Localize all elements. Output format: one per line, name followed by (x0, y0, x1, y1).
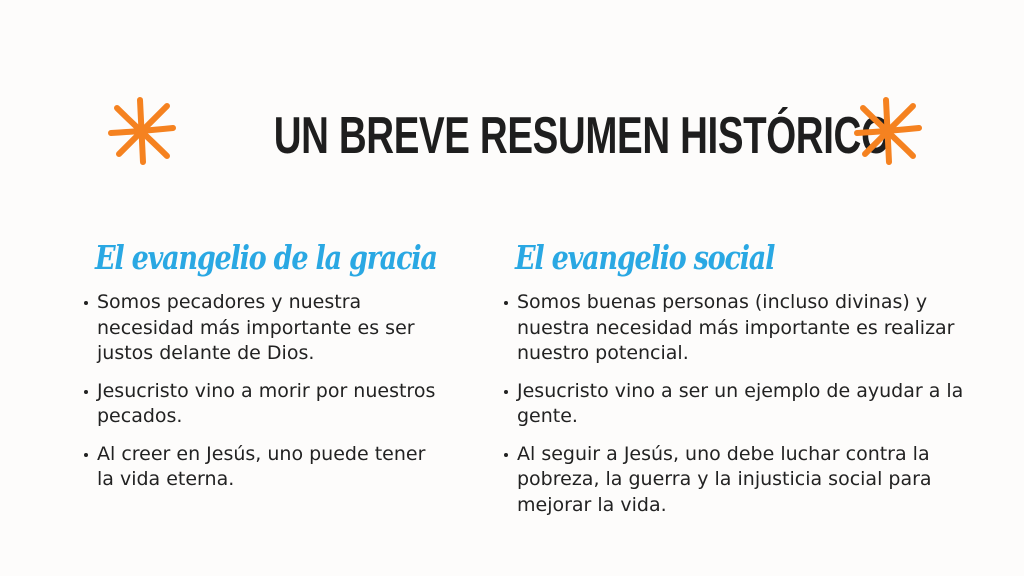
list-item-text: Somos buenas personas (incluso divinas) y nuestra necesidad más importante es realizar nuestro potencial. (517, 291, 955, 364)
list-item-text: Jesucristo vino a morir por nuestros pecados. (97, 379, 436, 427)
bullet-dot (504, 301, 508, 305)
bullet-dot (84, 390, 88, 394)
list-item (500, 290, 970, 367)
list-item-text: Al creer en Jesús, uno puede tener la vida eterna. (97, 442, 426, 490)
asterisk-icon (853, 96, 923, 166)
list-item-text: Jesucristo vino a ser un ejemplo de ayudar a la gente. (517, 379, 964, 427)
page-title: UN BREVE RESUMEN HISTÓRICO (273, 107, 891, 165)
list-item (80, 290, 440, 367)
list-item (80, 379, 440, 430)
bullet-dot (84, 301, 88, 305)
column-social-gospel (500, 228, 970, 530)
list-item (80, 442, 440, 493)
column-heading: El evangelio de la gracia (95, 238, 437, 277)
bullet-dot (504, 390, 508, 394)
list-item-text: Somos pecadores y nuestra necesidad más importante es ser justos delante de Dios. (97, 291, 415, 364)
column-gospel-of-grace (80, 228, 440, 505)
list-item (500, 442, 970, 519)
bullet-dot (84, 453, 88, 457)
column-heading: El evangelio social (515, 238, 775, 277)
bullet-list (500, 290, 970, 518)
asterisk-icon (107, 96, 177, 166)
list-item-text: Al seguir a Jesús, uno debe luchar contra la pobreza, la guerra y la injusticia social para mejorar la vida. (517, 442, 932, 516)
bullet-dot (504, 453, 508, 457)
list-item (500, 379, 970, 430)
bullet-list (80, 290, 440, 493)
